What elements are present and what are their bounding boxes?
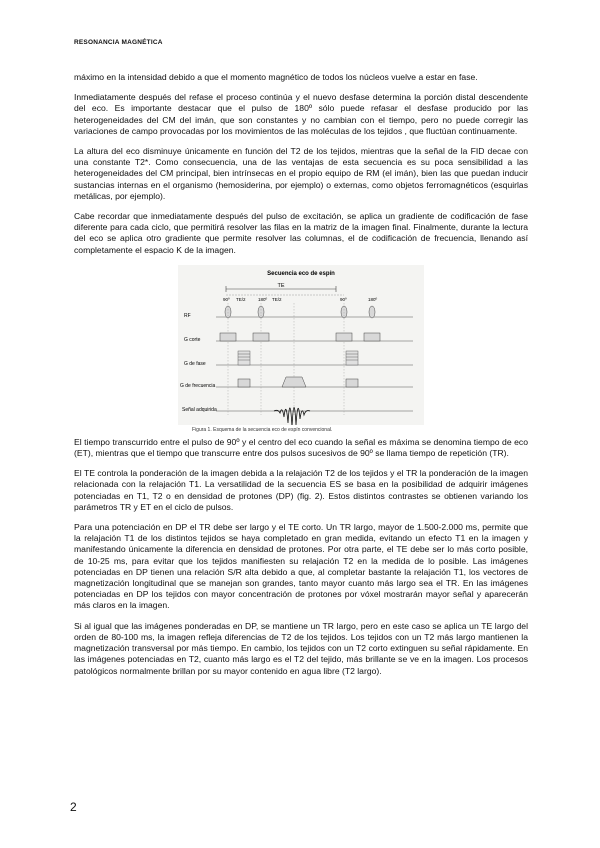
pulse-label: 180º bbox=[368, 296, 378, 302]
paragraph: Cabe recordar que inmediatamente después del pulso de excitación, se aplica un gradiente de codificación de fase diferente para cada ciclo, que permitirá resolver las filas en la matriz de la imagen final. Finalmente, durante la lectura del eco se aplica otro gradiente que permite resolver las columnas, el de codificación de frecuencia, llenando así completamente el espacio K de la imagen. bbox=[74, 211, 528, 255]
row-label-signal: Señal adquirida bbox=[182, 406, 217, 413]
pulse-label: 90º bbox=[340, 296, 347, 302]
document-body bbox=[74, 72, 528, 686]
page-number: 2 bbox=[70, 800, 77, 814]
paragraph: Inmediatamente después del refase el proceso continúa y el nuevo desfase determina la porción distal descendente del eco. Es importante destacar que el pulso de 180º sólo puede refasar el desfase producido por las heterogeneidades del CM del imán, que son constantes y no cambian con el tiempo, pero no puede corregir las variaciones de campo provocadas por los movimientos de las moléculas de los tejidos , que fluctúan continuamente. bbox=[74, 92, 528, 136]
spin-echo-diagram bbox=[178, 265, 424, 425]
paragraph: Para una potenciación en DP el TR debe ser largo y el TE corto. Un TR largo, mayor de 1.500-2.000 ms, permite que la relajación T1 de los distintos tejidos se haya completado en gran medida, evitando un efecto T1 en la imagen y manifestando únicamente la diferencia en densidad de protones. Por otra parte, el TE debe ser lo más corto posible, de 10-25 ms, para evitar que los tejidos manifiesten su relajación T2 en la medida de lo posible. Las imágenes potenciadas en DP tienen una relación S/R alta debido a que, al completar bastante la relajación T1, los vectores de magnetización longitudinal que se manejan son grandes, tanto mayor cuanto más largo sea el TR. En las imágenes potenciadas en DP los tejidos con mayor concentración de protones por vóxel mostrarán mayor señal y aparecerán más claros en la imagen. bbox=[74, 522, 528, 611]
row-label-gfase: G de fase bbox=[184, 360, 206, 367]
paragraph: Si al igual que las imágenes ponderadas en DP, se mantiene un TR largo, pero en este caso se aplica un TE largo del orden de 80-100 ms, la imagen refleja diferencias de T2 de los tejidos. Los tejidos con un T2 más largo mantienen la magnetización transversal por más tiempo. En cambio, los tejidos con un T2 corto extinguen su señal rápidamente. En las imágenes potenciadas en T2, cuanto más largo es el T2 del tejido, más brillante se ve en la imagen. Los procesos patológicos normalmente brillan por su mayor contenido en agua libre (T2 largo). bbox=[74, 620, 528, 676]
pulse-label: TE/2 bbox=[272, 296, 282, 302]
te-label: TE bbox=[277, 282, 285, 289]
row-label-gcorte: G corte bbox=[184, 336, 201, 343]
paragraph: El tiempo transcurrido entre el pulso de 90º y el centro del eco cuando la señal es máxima se denomina tiempo de eco (ET), mientras que el tiempo que transcurre entre dos pulsos sucesivos de 90º se llama tiempo de repetición (TR). bbox=[74, 436, 528, 459]
row-label-gfrec: G de frecuencia bbox=[180, 382, 216, 389]
pulse-label: 180º bbox=[258, 296, 268, 302]
diagram-title: Secuencia eco de espín bbox=[267, 270, 335, 277]
pulse-label: 90º bbox=[223, 296, 230, 302]
paragraph: El TE controla la ponderación de la imagen debida a la relajación T2 de los tejidos y el TR la ponderación de la imagen relacionada con la relajación T1. La versatilidad de la secuencia ES se basa en la posibilidad de adquirir imágenes potenciadas en T1, T2 o en densidad de protones (DP) (fig. 2). Estos distintos contrastes se obtienen variando los parámetros TR y ET en el ciclo de pulsos. bbox=[74, 468, 528, 512]
row-label-rf: RF bbox=[184, 312, 191, 319]
running-header: RESONANCIA MAGNÉTICA bbox=[74, 39, 163, 46]
pulse-label: TE/2 bbox=[236, 296, 246, 302]
paragraph: La altura del eco disminuye únicamente en función del T2 de los tejidos, mientras que la señal de la FID decae con una constante T2*. Como consecuencia, una de las ventajas de esta secuencia es su poca sensibilidad a las heterogeneidades del CM principal, bien intrínsecas en el propio equipo de RM (el imán), bien las que puedan inducir sustancias internas en el organismo (hemosiderina, por ejemplo) o externas, como objetos ferromagnéticos (esquirlas metálicas, por ejemplo). bbox=[74, 146, 528, 201]
figure-spin-echo-diagram bbox=[74, 265, 528, 437]
paragraph: máximo en la intensidad debido a que el momento magnético de todos los núcleos vuelve a estar en fase. bbox=[74, 72, 478, 82]
figure-caption: Figura 1. Esquema de la secuencia eco de espín convencional. bbox=[192, 426, 333, 433]
